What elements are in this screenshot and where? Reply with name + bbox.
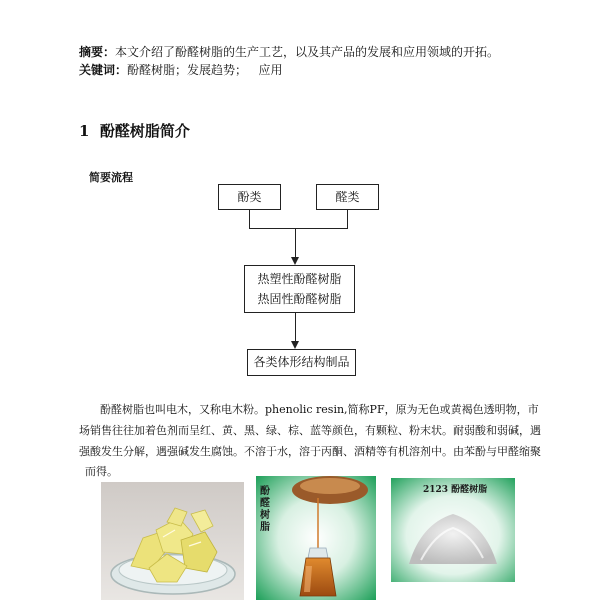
resin-powder-image — [391, 478, 515, 582]
flow-connector — [249, 228, 348, 229]
flow-thermoset: 热固性酚醛树脂 — [257, 292, 342, 306]
keywords-text: 酚醛树脂；发展趋势； 应用 — [127, 63, 283, 77]
flow-connector — [295, 313, 296, 343]
flow-box-aldehydes: 醛类 — [316, 184, 379, 210]
abstract-label: 摘要： — [79, 45, 116, 59]
flow-arrow-icon — [291, 341, 299, 349]
section-number: 1 — [79, 122, 90, 140]
flow-arrow-icon — [291, 257, 299, 265]
resin-crystals-image — [101, 482, 244, 600]
flow-box-resins — [244, 265, 355, 313]
abstract-text: 本文介绍了酚醛树脂的生产工艺，以及其产品的发展和应用领域的开拓。 — [115, 45, 500, 59]
resin-liquid-image — [256, 476, 376, 600]
right-image-label: 2123 酚醛树脂 — [423, 485, 488, 495]
flow-label: 简要流程 — [89, 171, 133, 184]
keywords-label: 关键词： — [79, 63, 128, 77]
flow-connector — [347, 210, 348, 228]
flow-connector — [295, 228, 296, 258]
flow-box-phenols: 酚类 — [218, 184, 281, 210]
flow-connector — [249, 210, 250, 228]
keywords-line — [79, 62, 282, 78]
flow-thermoplastic: 热塑性酚醛树脂 — [257, 272, 342, 286]
middle-image-label: 酚醛树脂 — [260, 486, 270, 533]
section-title: 酚醛树脂简介 — [99, 122, 190, 140]
paragraph-line: 强酸发生分解，遇强碱发生腐蚀。不溶于水，溶于丙酮、酒精等有机溶剂中。由苯酚与甲醛缩聚 — [79, 445, 541, 458]
paragraph-line: 场销售往往加着色剂而呈红、黄、黑、绿、棕、蓝等颜色，有颗粒、粉末状。耐弱酸和弱碱，遇 — [79, 424, 541, 437]
paragraph-line: 而得。 — [85, 465, 118, 478]
abstract-line — [79, 44, 499, 60]
flow-box-products: 各类体形结构制品 — [247, 349, 356, 376]
section-heading — [79, 120, 190, 141]
paragraph-line: 酚醛树脂也叫电木，又称电木粉。phenolic resin,简称PF，原为无色或黄褐色透明物，市 — [100, 403, 539, 416]
